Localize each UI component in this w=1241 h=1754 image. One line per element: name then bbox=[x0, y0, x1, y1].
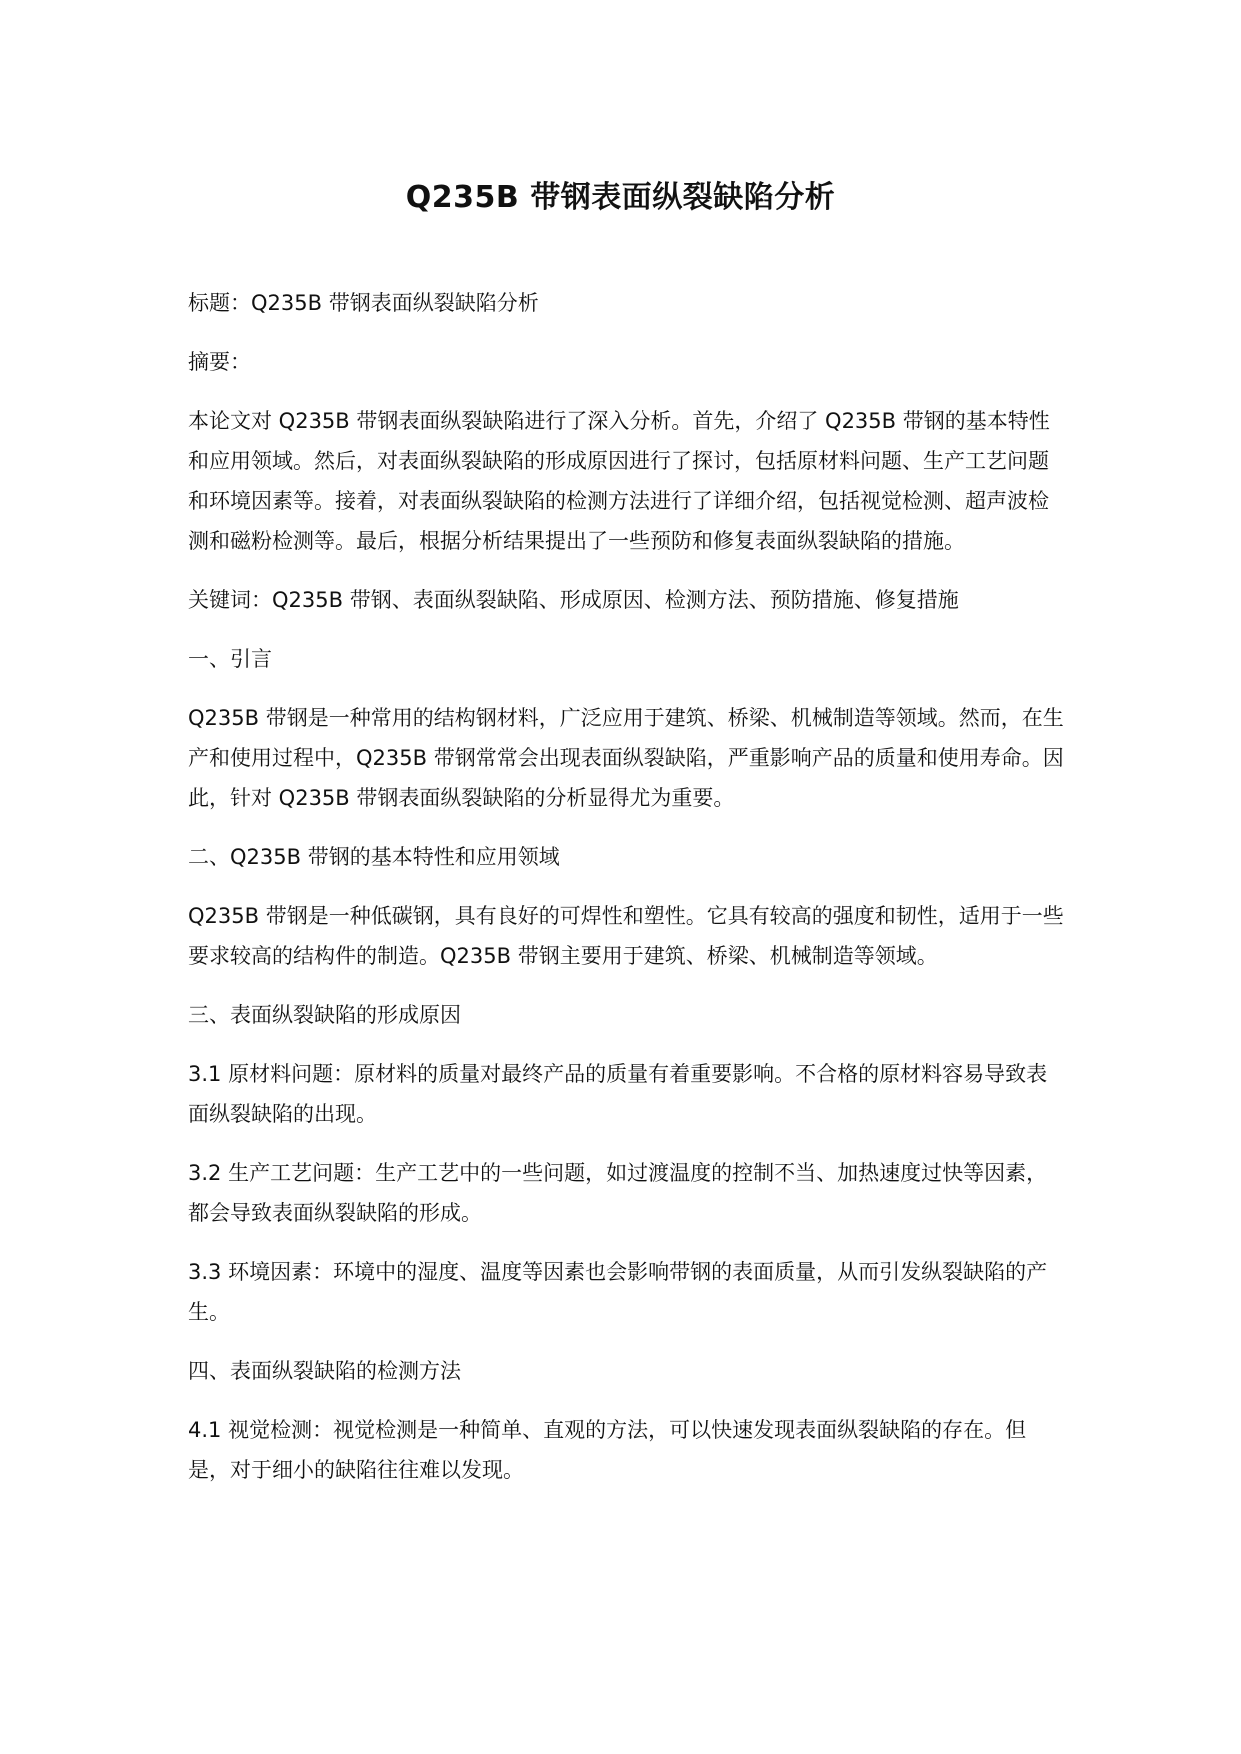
section-heading-introduction: 一、引言 bbox=[188, 647, 272, 671]
section-heading-properties: 二、Q235B 带钢的基本特性和应用领域 bbox=[188, 845, 560, 869]
properties-text: Q235B 带钢是一种低碳钢，具有良好的可焊性和塑性。它具有较高的强度和韧性，适用于一些要求较高的结构件的制造。Q235B 带钢主要用于建筑、桥梁、机械制造等领域。 bbox=[188, 904, 1064, 968]
title-line: 标题：Q235B 带钢表面纵裂缺陷分析 bbox=[188, 291, 539, 315]
abstract-text: 本论文对 Q235B 带钢表面纵裂缺陷进行了深入分析。首先，介绍了 Q235B 带钢的基本特性和应用领域。然后，对表面纵裂缺陷的形成原因进行了探讨，包括原材料问题、生产工艺问题和环境因素等。接着，对表面纵裂缺陷的检测方法进行了详细介绍，包括视觉检测、超声波检测和磁粉检测等。最后，根据分析结果提出了一些预防和修复表面纵裂缺陷的措施。 bbox=[188, 409, 1050, 553]
cause-production-process: 3.2 生产工艺问题：生产工艺中的一些问题，如过渡温度的控制不当、加热速度过快等因素，都会导致表面纵裂缺陷的形成。 bbox=[188, 1161, 1048, 1225]
abstract-heading: 摘要： bbox=[188, 350, 251, 374]
cause-raw-materials: 3.1 原材料问题：原材料的质量对最终产品的质量有着重要影响。不合格的原材料容易导致表面纵裂缺陷的出现。 bbox=[188, 1062, 1048, 1126]
document-body bbox=[188, 283, 1068, 1509]
section-heading-causes: 三、表面纵裂缺陷的形成原因 bbox=[188, 1003, 461, 1027]
keywords-line: 关键词：Q235B 带钢、表面纵裂缺陷、形成原因、检测方法、预防措施、修复措施 bbox=[188, 588, 959, 612]
section-heading-detection: 四、表面纵裂缺陷的检测方法 bbox=[188, 1359, 461, 1383]
introduction-text: Q235B 带钢是一种常用的结构钢材料，广泛应用于建筑、桥梁、机械制造等领域。然而，在生产和使用过程中，Q235B 带钢常常会出现表面纵裂缺陷，严重影响产品的质量和使用寿命。因此，针对 Q235B 带钢表面纵裂缺陷的分析显得尤为重要。 bbox=[188, 706, 1064, 810]
detection-visual: 4.1 视觉检测：视觉检测是一种简单、直观的方法，可以快速发现表面纵裂缺陷的存在。但是，对于细小的缺陷往往难以发现。 bbox=[188, 1418, 1027, 1482]
document-title: Q235B 带钢表面纵裂缺陷分析 bbox=[405, 180, 836, 215]
cause-environment: 3.3 环境因素：环境中的湿度、温度等因素也会影响带钢的表面质量，从而引发纵裂缺陷的产生。 bbox=[188, 1260, 1048, 1324]
